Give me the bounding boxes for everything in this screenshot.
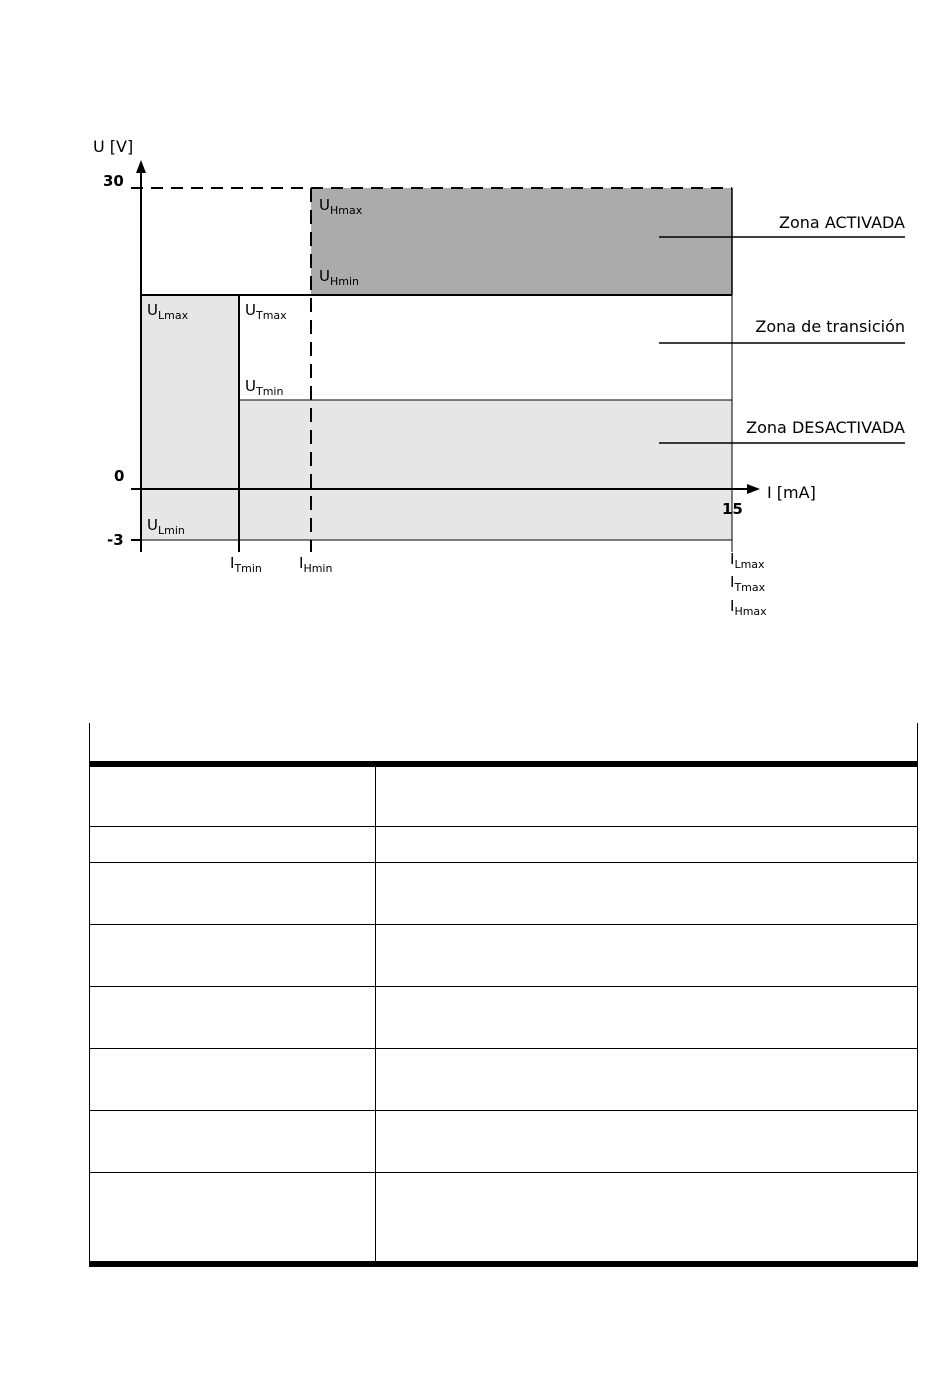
table-row [90,1172,918,1264]
symbol-u-tmax: $U_{Tmax}$ [245,301,287,322]
table-cell-value [376,764,918,826]
symbol-u-lmin: $U_{Lmin}$ [147,516,185,537]
table-row [90,862,918,924]
x-tick-label-15: 15 [722,500,743,518]
zone-activated-label: Zona ACTIVADA [779,213,905,232]
table-cell-value [376,1048,918,1110]
y-axis-label: U [V] [93,137,134,156]
table-header-row [90,723,918,764]
zone-transition-label: Zona de transición [755,317,905,336]
table-cell-parameter [90,986,376,1048]
table-row [90,986,918,1048]
y-tick-label-minus3: -3 [107,531,124,549]
activated-zone-area [311,188,732,295]
table-cell-value [376,862,918,924]
table-cell-value [376,924,918,986]
table-cell-value [376,986,918,1048]
table-cell-parameter [90,1110,376,1172]
symbol-u-hmax: $U_{Hmax}$ [319,196,363,217]
specification-table [89,723,918,1267]
table-row [90,764,918,826]
table-cell-parameter [90,1048,376,1110]
table-row [90,1110,918,1172]
deactivated-zone-area-right [239,400,732,540]
table-row [90,1048,918,1110]
symbol-i-tmin: $I_{Tmin}$ [230,554,262,575]
table-cell-value [376,1110,918,1172]
symbol-i-tmax: $I_{Tmax}$ [730,573,766,594]
table-cell-parameter [90,764,376,826]
table-cell-value [376,826,918,862]
table-cell-parameter [90,862,376,924]
x-axis-arrowhead [747,484,760,494]
table-cell-parameter [90,924,376,986]
table-row [90,826,918,862]
symbol-u-lmax: $U_{Lmax}$ [147,301,189,322]
symbol-u-hmin: $U_{Hmin}$ [319,267,359,288]
table-cell-parameter [90,826,376,862]
symbol-u-tmin: $U_{Tmin}$ [245,377,284,398]
table-cell-parameter [90,1172,376,1264]
zone-deactivated-label: Zona DESACTIVADA [746,418,905,437]
y-axis-arrowhead [136,160,146,173]
symbol-i-hmax: $I_{Hmax}$ [730,597,767,618]
y-tick-label-0: 0 [114,467,125,485]
symbol-i-hmin: $I_{Hmin}$ [299,554,333,575]
deactivated-zone-area-left [141,295,239,540]
x-axis-label: I [mA] [767,483,816,502]
table-header-cell [90,723,918,764]
table-cell-value [376,1172,918,1264]
voltage-current-zone-diagram [0,0,950,640]
symbol-i-lmax: $I_{Lmax}$ [730,550,765,571]
table-row [90,924,918,986]
y-tick-label-30: 30 [103,172,124,190]
